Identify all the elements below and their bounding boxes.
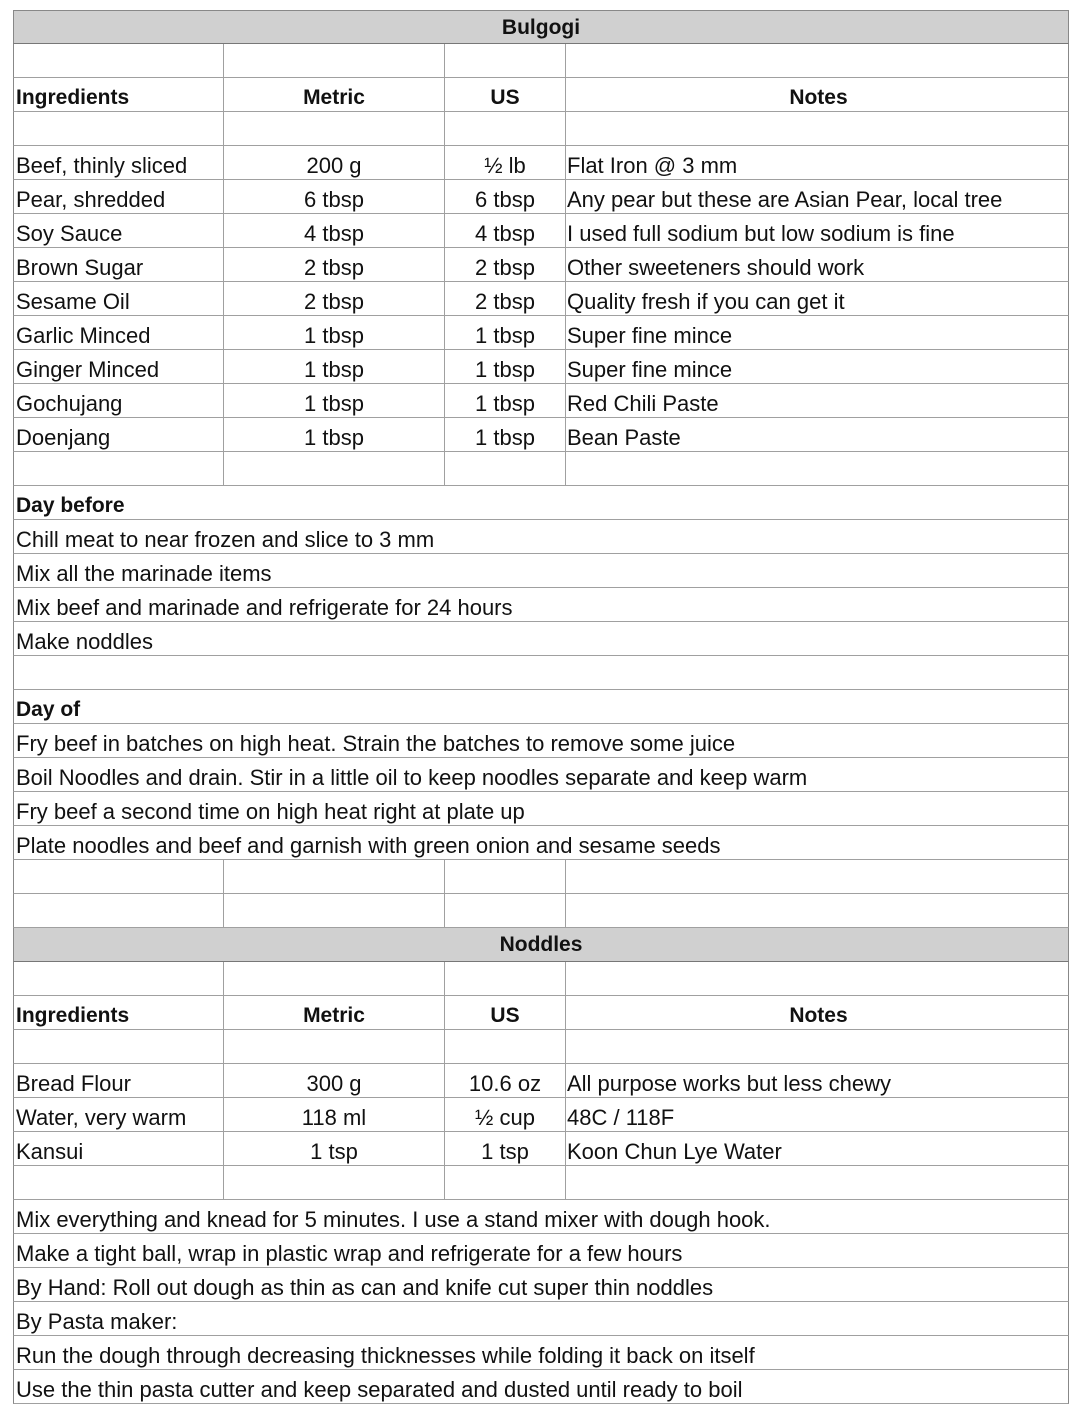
step-row bbox=[13, 1200, 1069, 1234]
step-row bbox=[13, 724, 1069, 758]
ingredient-us: 4 tbsp bbox=[444, 214, 565, 247]
step-row bbox=[13, 826, 1069, 860]
ingredient-notes: Bean Paste bbox=[565, 418, 1072, 451]
empty-row bbox=[13, 44, 1069, 78]
ingredient-row bbox=[13, 350, 1069, 384]
ingredient-us: 1 tsp bbox=[444, 1132, 565, 1165]
ingredient-metric: 2 tbsp bbox=[223, 282, 444, 315]
step-text: Fry beef in batches on high heat. Strain the batches to remove some juice bbox=[16, 731, 736, 756]
recipe-sheet bbox=[13, 10, 1069, 1404]
ingredient-notes: Super fine mince bbox=[565, 316, 1072, 349]
empty-row bbox=[13, 452, 1069, 486]
ingredient-notes: All purpose works but less chewy bbox=[565, 1064, 1072, 1097]
header-notes: Notes bbox=[565, 78, 1071, 111]
ingredient-metric: 4 tbsp bbox=[223, 214, 444, 247]
bulgogi-title: Bulgogi bbox=[501, 16, 581, 39]
day-before-heading-row bbox=[13, 486, 1069, 520]
step-text: Boil Noodles and drain. Stir in a little oil to keep noodles separate and keep warm bbox=[16, 765, 808, 790]
ingredient-row bbox=[13, 1132, 1069, 1166]
ingredient-name: Doenjang bbox=[16, 425, 111, 450]
step-text: Mix all the marinade items bbox=[16, 561, 272, 586]
ingredient-metric: 2 tbsp bbox=[223, 248, 444, 281]
ingredient-name: Pear, shredded bbox=[16, 187, 166, 212]
step-row bbox=[13, 1302, 1069, 1336]
ingredient-name: Bread Flour bbox=[16, 1071, 131, 1096]
ingredient-name: Garlic Minced bbox=[16, 323, 151, 348]
ingredient-name: Water, very warm bbox=[16, 1105, 187, 1130]
step-row bbox=[13, 520, 1069, 554]
ingredient-us: 2 tbsp bbox=[444, 248, 565, 281]
noddles-title: Noddles bbox=[499, 933, 583, 956]
ingredient-us: ½ cup bbox=[444, 1098, 565, 1131]
ingredient-notes: I used full sodium but low sodium is fine bbox=[565, 214, 1072, 247]
day-before-heading: Day before bbox=[16, 494, 125, 517]
ingredient-name: Beef, thinly sliced bbox=[16, 153, 188, 178]
ingredient-metric: 1 tbsp bbox=[223, 350, 444, 383]
noddles-title-row bbox=[13, 928, 1069, 962]
empty-row bbox=[13, 1166, 1069, 1200]
empty-row bbox=[13, 1030, 1069, 1064]
ingredient-notes: 48C / 118F bbox=[565, 1098, 1072, 1131]
ingredient-metric: 1 tsp bbox=[223, 1132, 444, 1165]
ingredient-metric: 1 tbsp bbox=[223, 316, 444, 349]
step-text: Use the thin pasta cutter and keep separated and dusted until ready to boil bbox=[16, 1377, 743, 1402]
step-row bbox=[13, 792, 1069, 826]
header-notes: Notes bbox=[565, 996, 1071, 1029]
step-text: Chill meat to near frozen and slice to 3 mm bbox=[16, 527, 435, 552]
ingredient-notes: Flat Iron @ 3 mm bbox=[565, 146, 1072, 179]
day-of-heading-row bbox=[13, 690, 1069, 724]
ingredient-us: 1 tbsp bbox=[444, 316, 565, 349]
ingredient-row bbox=[13, 1064, 1069, 1098]
ingredient-metric: 300 g bbox=[223, 1064, 444, 1097]
step-row bbox=[13, 554, 1069, 588]
ingredient-row bbox=[13, 180, 1069, 214]
ingredient-row bbox=[13, 282, 1069, 316]
ingredient-row bbox=[13, 146, 1069, 180]
ingredient-row bbox=[13, 214, 1069, 248]
step-text: Run the dough through decreasing thicknesses while folding it back on itself bbox=[16, 1343, 755, 1368]
step-text: Make a tight ball, wrap in plastic wrap and refrigerate for a few hours bbox=[16, 1241, 683, 1266]
ingredient-row bbox=[13, 316, 1069, 350]
ingredient-metric: 6 tbsp bbox=[223, 180, 444, 213]
step-text: Fry beef a second time on high heat right at plate up bbox=[16, 799, 525, 824]
step-row bbox=[13, 1336, 1069, 1370]
ingredient-notes: Red Chili Paste bbox=[565, 384, 1072, 417]
ingredient-metric: 1 tbsp bbox=[223, 418, 444, 451]
step-text: By Hand: Roll out dough as thin as can and knife cut super thin noddles bbox=[16, 1275, 714, 1300]
header-ingredients: Ingredients bbox=[16, 86, 130, 109]
step-row bbox=[13, 758, 1069, 792]
header-us: US bbox=[444, 996, 565, 1029]
ingredient-name: Sesame Oil bbox=[16, 289, 130, 314]
ingredient-us: 1 tbsp bbox=[444, 384, 565, 417]
ingredient-notes: Super fine mince bbox=[565, 350, 1072, 383]
day-of-heading: Day of bbox=[16, 698, 81, 721]
ingredient-name: Gochujang bbox=[16, 391, 123, 416]
header-metric: Metric bbox=[223, 78, 444, 111]
header-us: US bbox=[444, 78, 565, 111]
header-metric: Metric bbox=[223, 996, 444, 1029]
empty-row bbox=[13, 112, 1069, 146]
ingredient-metric: 200 g bbox=[223, 146, 444, 179]
step-row bbox=[13, 622, 1069, 656]
ingredient-us: 1 tbsp bbox=[444, 350, 565, 383]
ingredient-row bbox=[13, 384, 1069, 418]
step-text: Make noddles bbox=[16, 629, 153, 654]
empty-row bbox=[13, 894, 1069, 928]
step-row bbox=[13, 1268, 1069, 1302]
ingredient-us: 6 tbsp bbox=[444, 180, 565, 213]
bulgogi-header-row bbox=[13, 78, 1069, 112]
ingredient-name: Ginger Minced bbox=[16, 357, 160, 382]
step-text: Plate noodles and beef and garnish with green onion and sesame seeds bbox=[16, 833, 721, 858]
empty-row bbox=[13, 860, 1069, 894]
step-text: Mix beef and marinade and refrigerate for 24 hours bbox=[16, 595, 513, 620]
empty-row bbox=[13, 656, 1069, 690]
step-text: By Pasta maker: bbox=[16, 1309, 178, 1334]
ingredient-notes: Koon Chun Lye Water bbox=[565, 1132, 1072, 1165]
ingredient-row bbox=[13, 1098, 1069, 1132]
ingredient-notes: Other sweeteners should work bbox=[565, 248, 1072, 281]
noddles-header-row bbox=[13, 996, 1069, 1030]
ingredient-us: 10.6 oz bbox=[444, 1064, 565, 1097]
step-row bbox=[13, 1234, 1069, 1268]
ingredient-notes: Any pear but these are Asian Pear, local tree bbox=[565, 180, 1072, 213]
ingredient-us: ½ lb bbox=[444, 146, 565, 179]
ingredient-metric: 118 ml bbox=[223, 1098, 444, 1131]
ingredient-row bbox=[13, 248, 1069, 282]
header-ingredients: Ingredients bbox=[16, 1004, 130, 1027]
ingredient-notes: Quality fresh if you can get it bbox=[565, 282, 1072, 315]
ingredient-us: 2 tbsp bbox=[444, 282, 565, 315]
empty-row bbox=[13, 962, 1069, 996]
step-row bbox=[13, 1370, 1069, 1404]
ingredient-row bbox=[13, 418, 1069, 452]
step-text: Mix everything and knead for 5 minutes. I use a stand mixer with dough hook. bbox=[16, 1207, 771, 1232]
ingredient-metric: 1 tbsp bbox=[223, 384, 444, 417]
ingredient-name: Soy Sauce bbox=[16, 221, 123, 246]
bulgogi-title-row bbox=[13, 10, 1069, 44]
ingredient-name: Brown Sugar bbox=[16, 255, 144, 280]
ingredient-us: 1 tbsp bbox=[444, 418, 565, 451]
ingredient-name: Kansui bbox=[16, 1139, 84, 1164]
step-row bbox=[13, 588, 1069, 622]
